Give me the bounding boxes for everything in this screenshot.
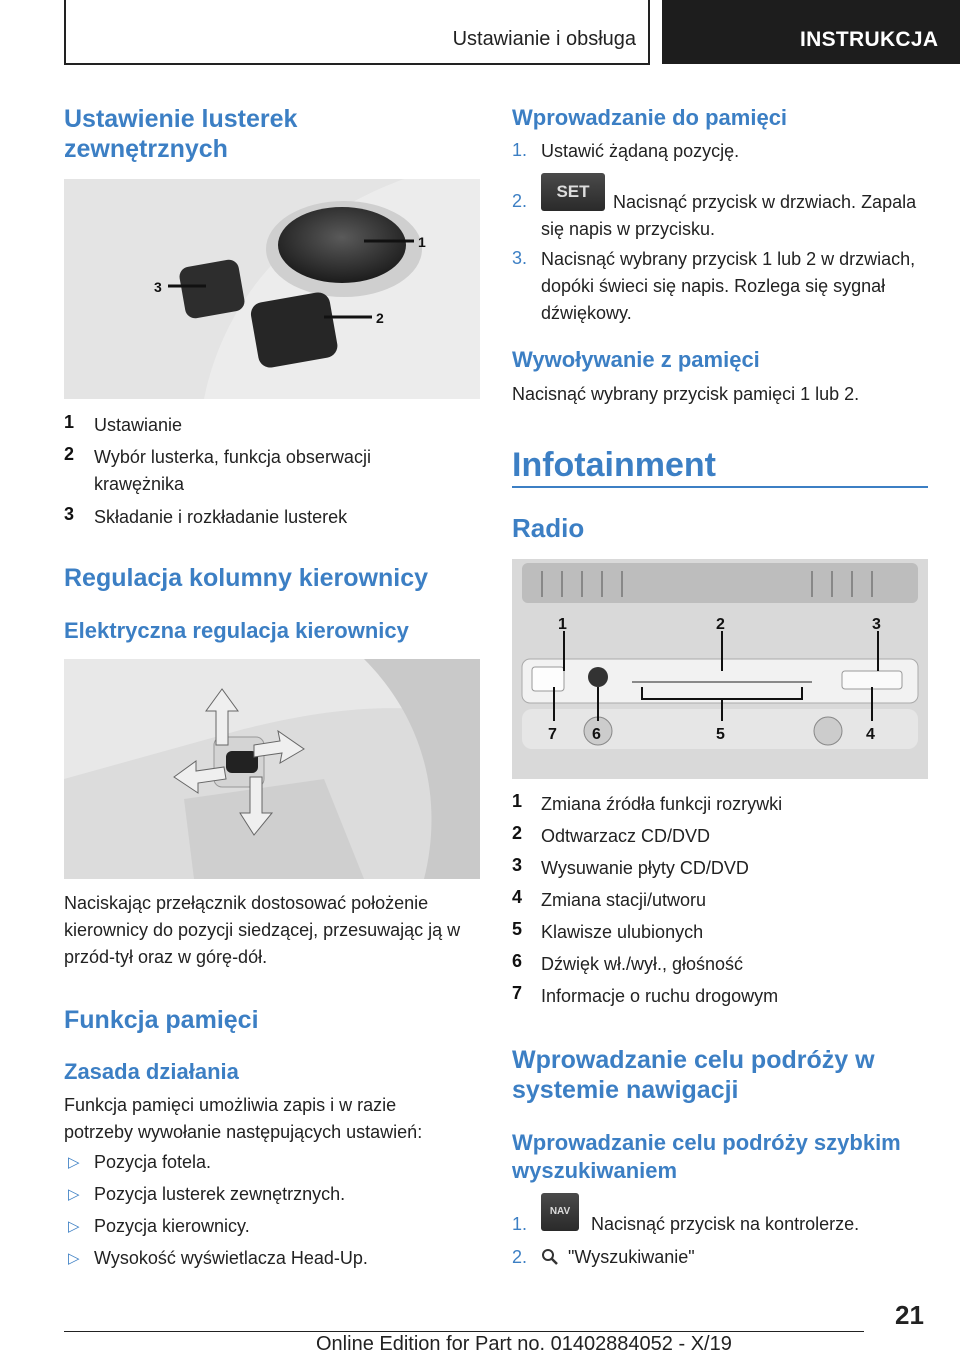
nav-button-icon: NAV [541, 1193, 579, 1231]
memory-heading: Funkcja pamięci [64, 1006, 259, 1034]
mirror-controls-illustration [64, 179, 480, 399]
steering-description: Naciskając przełącznik dostosować położenie kierownicy do pozycji siedzącej, przesuwając ją w przód-tył oraz w górę-dół. [64, 893, 461, 967]
radio-panel-illustration [512, 559, 928, 779]
list-item [512, 823, 932, 855]
mirrors-heading: Ustawienie lusterek zewnętrznych [64, 105, 298, 163]
list-item [64, 1245, 484, 1277]
svg-text:4: 4 [866, 726, 875, 743]
svg-text:5: 5 [716, 726, 725, 743]
item-number: 1 [64, 412, 75, 432]
item-number: 2 [512, 823, 523, 843]
bullet-triangle-icon: ▷ [68, 1218, 80, 1235]
bullet-text: Pozycja fotela. [94, 1152, 212, 1172]
save-heading: Wprowadzanie do pamięci [512, 105, 788, 130]
steering-heading: Regulacja kolumny kierownicy [64, 564, 429, 592]
header-tab-instrukcja[interactable] [662, 0, 960, 64]
memory-subheading: Zasada działania [64, 1059, 239, 1084]
step-text: Nacisnąć wybrany przycisk 1 lub 2 w drzwiach, dopóki świeci się napis. Rozlega się sygnał dźwiękowy. [541, 249, 916, 323]
item-text: Wysuwanie płyty CD/DVD [541, 858, 749, 878]
footer-rule [64, 1331, 864, 1332]
header-bottom-border [64, 63, 650, 65]
item-number: 4 [512, 887, 523, 907]
svg-text:2: 2 [716, 616, 725, 633]
recall-description: Nacisnąć wybrany przycisk pamięci 1 lub 2. [512, 384, 860, 404]
step-text: Nacisnąć przycisk na kontrolerze. [591, 1214, 860, 1234]
list-item [512, 919, 932, 951]
svg-text:1: 1 [558, 616, 567, 633]
mirror-controls-image [64, 179, 480, 399]
radio-panel-image [512, 559, 928, 779]
step-number: 3. [512, 248, 528, 268]
item-text: Ustawianie [94, 415, 183, 435]
item-text: Klawisze ulubionych [541, 922, 704, 942]
list-item [512, 791, 932, 823]
steering-adjust-image [64, 659, 480, 879]
footer-edition: Online Edition for Part no. 01402884052 - X/19 [316, 1333, 732, 1355]
list-item [512, 855, 932, 887]
item-text: Zmiana stacji/utworu [541, 890, 707, 910]
step-text: Ustawić żądaną pozycję. [541, 141, 740, 161]
item-number: 3 [512, 855, 523, 875]
list-item [64, 504, 484, 531]
item-number: 7 [512, 983, 523, 1003]
set-button-icon: SET [541, 173, 605, 211]
recall-heading: Wywoływanie z pamięci [512, 347, 760, 372]
header-left-border [64, 0, 66, 64]
svg-text:2: 2 [376, 310, 384, 326]
radio-heading: Radio [512, 513, 585, 543]
item-number: 1 [512, 791, 523, 811]
step-number: 2. [512, 1247, 528, 1267]
bullet-text: Pozycja kierownicy. [94, 1216, 250, 1236]
step-text: "Wyszukiwanie" [568, 1247, 695, 1267]
item-number: 6 [512, 951, 523, 971]
svg-text:6: 6 [592, 726, 601, 743]
mirrors-legend [64, 412, 484, 531]
item-text: Informacje o ruchu drogowym [541, 986, 779, 1006]
item-number: 5 [512, 919, 523, 939]
list-item [64, 1213, 484, 1245]
svg-text:3: 3 [872, 616, 881, 633]
list-item [512, 951, 932, 983]
list-item [64, 412, 484, 439]
item-number: 3 [64, 504, 75, 524]
nav-subheading: Wprowadzanie celu podróży szybkim wyszukiwaniem [512, 1130, 901, 1183]
bullet-text: Wysokość wyświetlacza Head-Up. [94, 1248, 368, 1268]
page-number: 21 [895, 1300, 924, 1330]
header-separator [648, 0, 650, 64]
list-item [512, 887, 932, 919]
svg-text:1: 1 [418, 234, 426, 250]
svg-text:7: 7 [548, 726, 557, 743]
heading-underline [512, 486, 928, 488]
list-item [64, 444, 484, 502]
nav-heading: Wprowadzanie celu podróży w systemie nawigacji [512, 1046, 875, 1104]
bullet-triangle-icon: ▷ [68, 1186, 80, 1203]
search-icon [541, 1248, 559, 1266]
item-number: 2 [64, 444, 75, 464]
item-text: Dźwięk wł./wył., głośność [541, 954, 744, 974]
list-item [512, 983, 932, 1015]
item-text: Składanie i rozkładanie lusterek [94, 507, 348, 527]
bullet-triangle-icon: ▷ [68, 1250, 80, 1267]
radio-legend [512, 791, 932, 1015]
item-text: Zmiana źródła funkcji rozrywki [541, 794, 783, 814]
header-tab-label: INSTRUKCJA [800, 28, 939, 51]
list-item [64, 1181, 484, 1213]
step-number: 1. [512, 1214, 528, 1234]
header-section-title: Ustawianie i obsługa [452, 28, 636, 50]
memory-bullet-list [64, 1149, 484, 1277]
infotainment-heading: Infotainment [512, 446, 716, 484]
step-number: 2. [512, 191, 528, 211]
item-text: Wybór lusterka, funkcja obserwacji krawężnika [94, 447, 371, 494]
svg-text:3: 3 [154, 279, 162, 295]
memory-description: Funkcja pamięci umożliwia zapis i w razie potrzeby wywołanie następujących ustawień: [64, 1095, 423, 1142]
list-item [64, 1149, 484, 1181]
steering-subheading: Elektryczna regulacja kierownicy [64, 618, 409, 643]
step-text: Nacisnąć przycisk w drzwiach. Zapala się napis w przycisku. [541, 192, 917, 239]
bullet-text: Pozycja lusterek zewnętrznych. [94, 1184, 346, 1204]
step-number: 1. [512, 140, 528, 160]
steering-adjust-illustration [64, 659, 480, 879]
bullet-triangle-icon: ▷ [68, 1154, 80, 1171]
item-text: Odtwarzacz CD/DVD [541, 826, 711, 846]
